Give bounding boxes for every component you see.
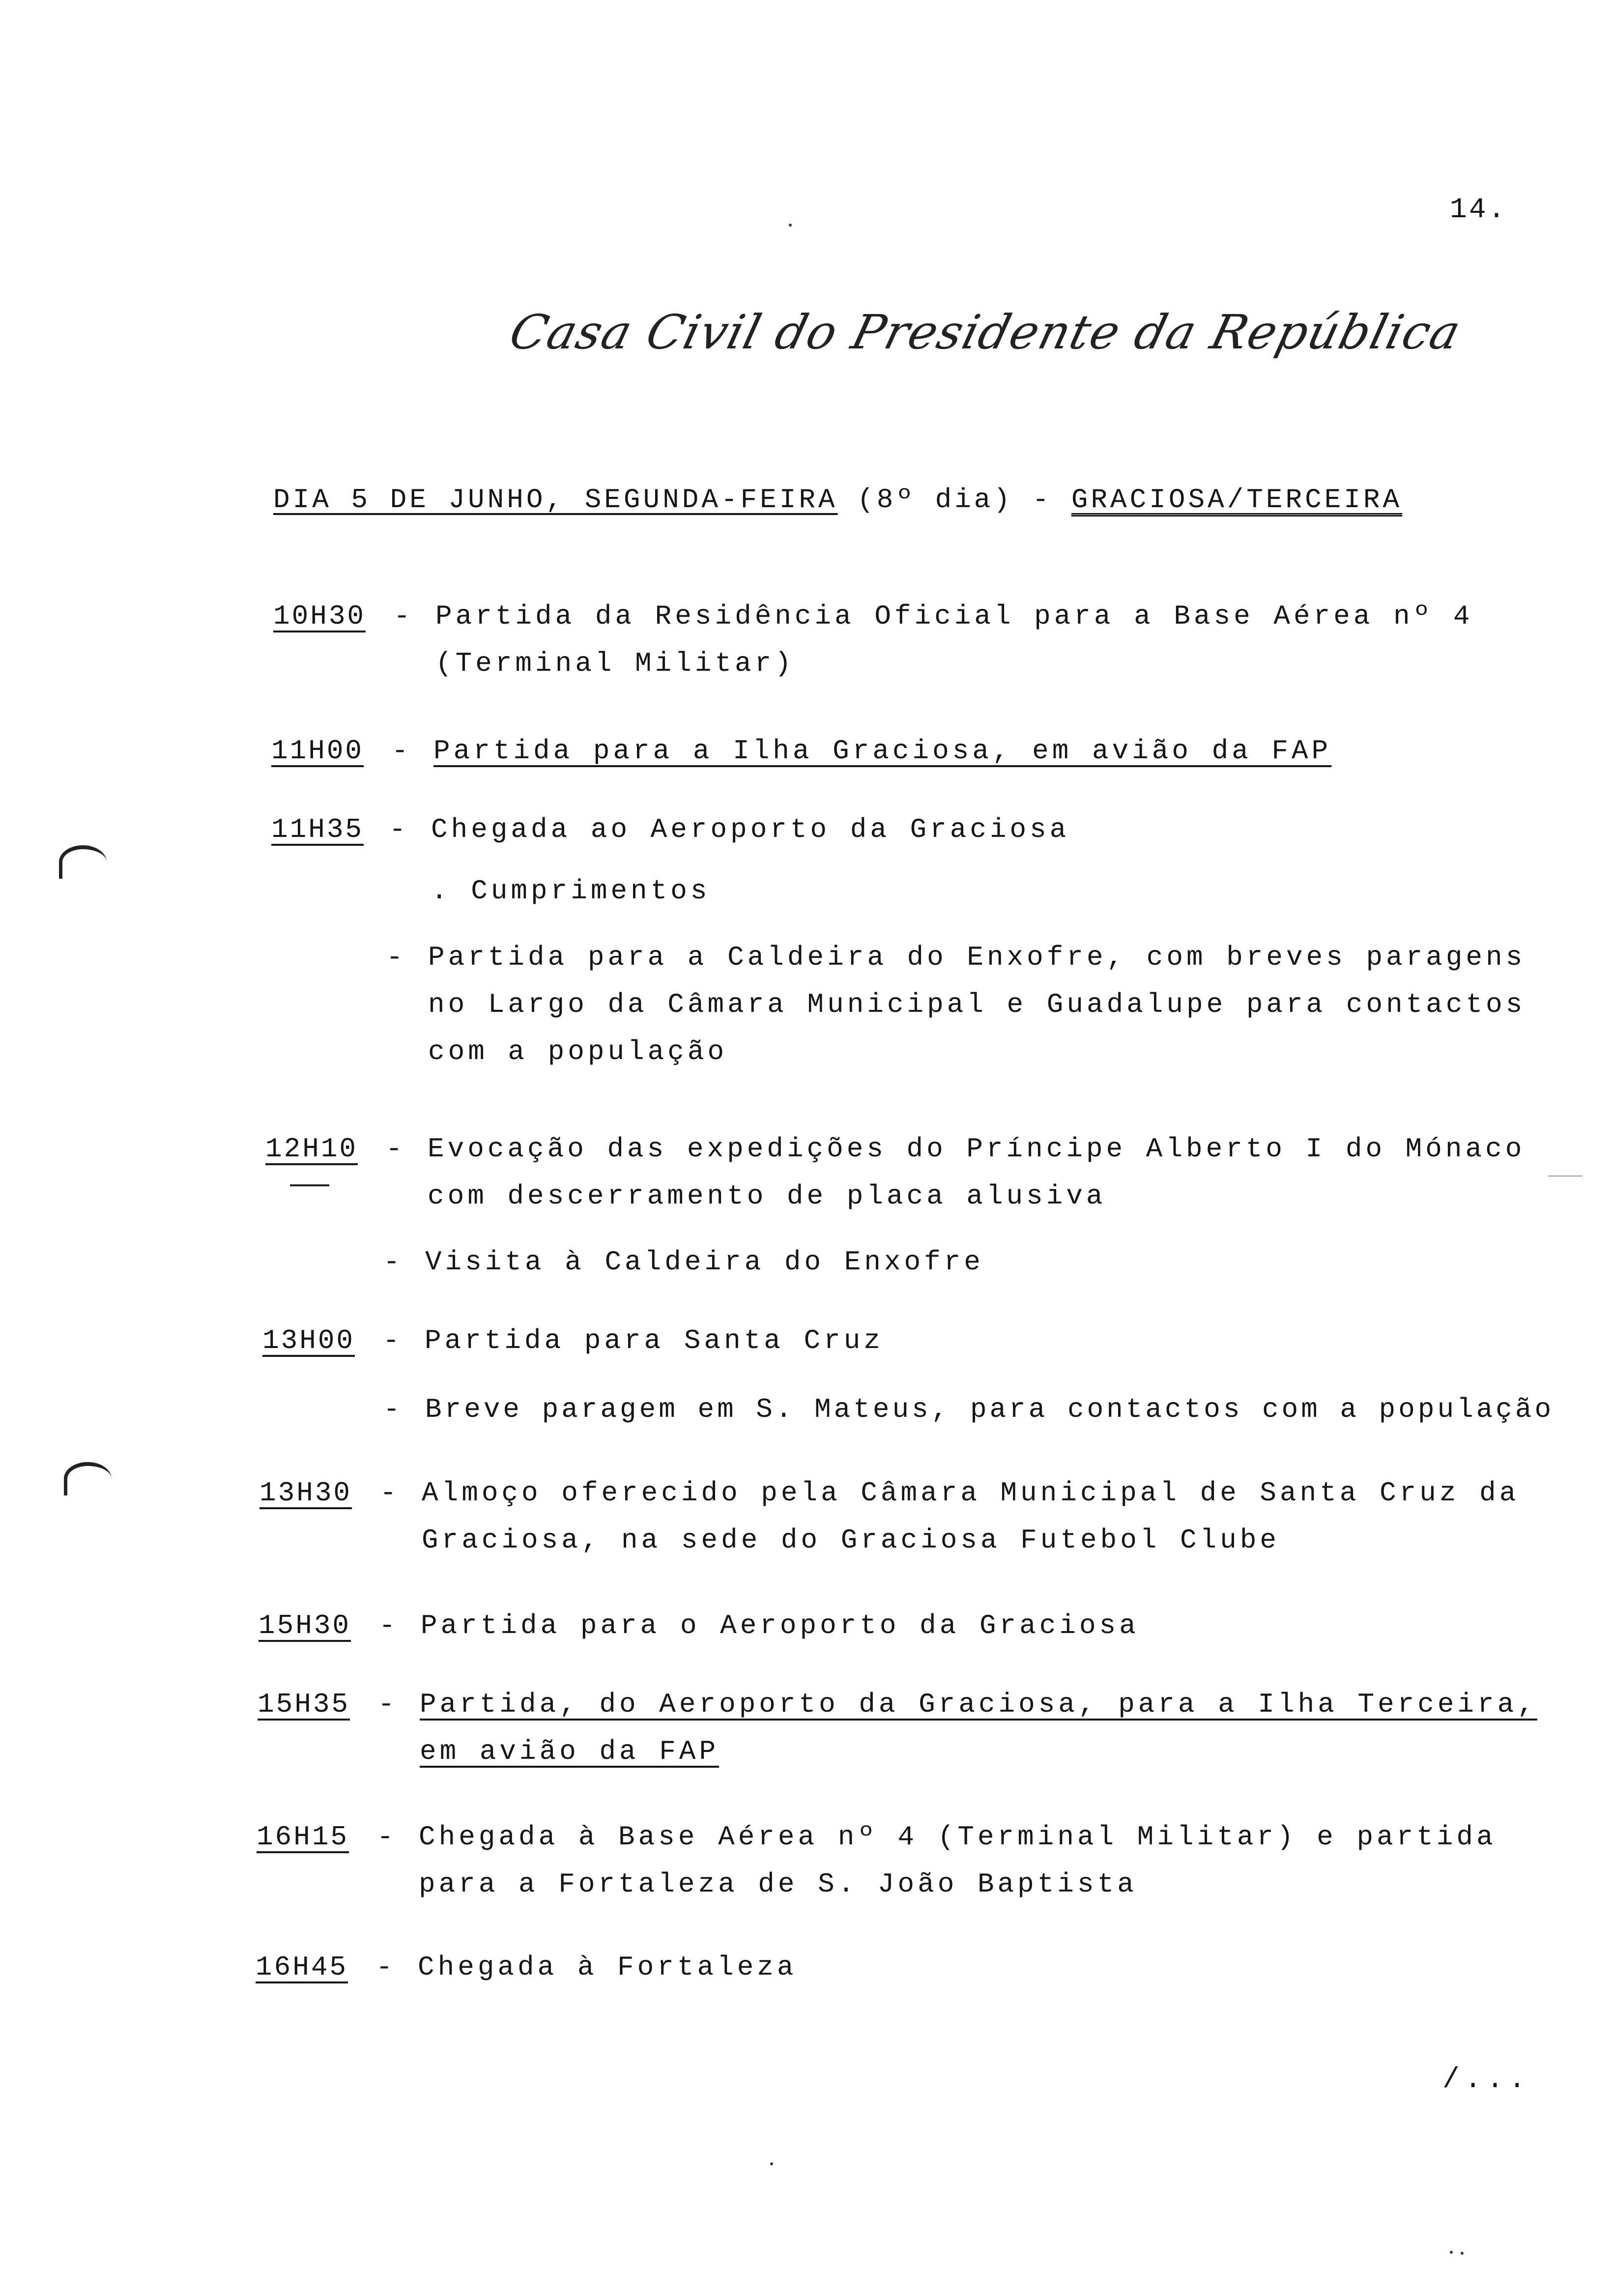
entry-line: Partida para o Aeroporto da Graciosa xyxy=(421,1610,1139,1641)
sub-item-dash: - xyxy=(383,1394,403,1425)
sub-item-text: Breve paragem em S. Mateus, para contactos com a população xyxy=(425,1394,1554,1425)
punch-hole-mark xyxy=(64,1462,112,1495)
speck xyxy=(789,224,792,227)
entry-line: Partida da Residência Oficial para a Base Aérea nº 4 xyxy=(435,601,1473,632)
heading-date: DIA 5 DE JUNHO, SEGUNDA-FEIRA xyxy=(273,484,838,516)
entry-dash: - xyxy=(378,1689,398,1720)
entry-line: para a Fortaleza de S. João Baptista xyxy=(419,1868,1137,1900)
speck xyxy=(1461,2252,1464,2255)
speck xyxy=(770,2162,773,2165)
entry-text xyxy=(435,593,1473,687)
sub-item-dash: - xyxy=(383,1246,403,1278)
sub-item-caldeira xyxy=(386,934,1526,1067)
stray-mark xyxy=(1548,1176,1583,1177)
sub-item-line: com a população xyxy=(428,1036,728,1067)
page-number: 14. xyxy=(1450,194,1507,226)
entry-line: Partida, do Aeroporto da Graciosa, para a Ilha Terceira, xyxy=(420,1689,1537,1720)
day-heading xyxy=(273,484,1402,516)
entry-line: em avião da FAP xyxy=(420,1736,720,1767)
entry-time: 11H35 xyxy=(271,814,364,845)
entry-time: 16H45 xyxy=(256,1952,348,1983)
entry-text xyxy=(428,1125,1525,1220)
entry-line: Evocação das expedições do Príncipe Alberto I do Mónaco xyxy=(428,1133,1526,1165)
sub-item-line: Partida para a Caldeira do Enxofre, com breves paragens xyxy=(428,942,1526,973)
entry-dash: - xyxy=(376,1952,396,1983)
punch-hole-mark xyxy=(59,845,107,879)
entry-dash: - xyxy=(380,1477,400,1509)
entry-time: 10H30 xyxy=(273,601,366,632)
entry-time: 12H10 xyxy=(265,1133,358,1165)
entry-text xyxy=(422,1469,1519,1564)
speck xyxy=(1450,2251,1453,2254)
sub-item-text xyxy=(428,934,1526,1075)
sub-item-text: Visita à Caldeira do Enxofre xyxy=(425,1246,984,1278)
entry-text xyxy=(431,806,1069,853)
entry-line: com descerramento de placa alusiva xyxy=(428,1180,1106,1212)
entry-time: 11H00 xyxy=(271,735,364,767)
entry-line: Partida para Santa Cruz xyxy=(425,1325,884,1356)
heading-place: GRACIOSA/TERCEIRA xyxy=(1071,484,1403,516)
entry-line: Chegada à Fortaleza xyxy=(418,1952,797,1983)
sub-item-s-mateus xyxy=(383,1386,1554,1433)
entry-line: Almoço oferecido pela Câmara Municipal de Santa Cruz da xyxy=(422,1477,1520,1509)
entry-dash: - xyxy=(383,1325,403,1356)
entry-time: 13H00 xyxy=(262,1325,355,1356)
entry-line: Chegada à Base Aérea nº 4 (Terminal Militar) e partida xyxy=(419,1821,1497,1853)
entry-line: Chegada ao Aeroporto da Graciosa xyxy=(431,814,1070,845)
entry-line: (Terminal Militar) xyxy=(435,648,795,679)
entry-dash: - xyxy=(392,735,412,767)
entry-dash: - xyxy=(377,1821,397,1853)
entry-text xyxy=(425,1317,884,1364)
entry-line: Graciosa, na sede do Graciosa Futebol Clube xyxy=(422,1524,1280,1556)
entry-text xyxy=(433,727,1331,775)
entry-dash: - xyxy=(389,814,409,845)
continuation-mark: /... xyxy=(1442,2064,1531,2096)
sub-item-dash: - xyxy=(386,942,406,973)
entry-text xyxy=(421,1602,1139,1649)
entry-time: 15H35 xyxy=(258,1689,350,1720)
entry-time: 16H15 xyxy=(257,1821,349,1853)
sub-item-line: no Largo da Câmara Municipal e Guadalupe para contactos xyxy=(428,989,1526,1020)
entry-text xyxy=(420,1681,1537,1775)
margin-mark xyxy=(290,1184,329,1186)
letterhead: Casa Civil do Presidente da República xyxy=(504,305,1467,360)
sub-item-visita xyxy=(383,1238,984,1286)
entry-dash: - xyxy=(379,1610,399,1641)
entry-dash: - xyxy=(394,601,414,632)
entry-time: 15H30 xyxy=(259,1610,351,1641)
entry-dash: - xyxy=(386,1133,406,1165)
sub-item-cumprimentos: . Cumprimentos xyxy=(431,875,711,907)
entry-text xyxy=(419,1813,1497,1908)
entry-line: Partida para a Ilha Graciosa, em avião da FAP xyxy=(433,735,1332,767)
heading-day: (8º dia) xyxy=(857,484,1013,516)
entry-text xyxy=(418,1944,797,1991)
heading-separator: - xyxy=(1032,484,1052,516)
entry-time: 13H30 xyxy=(259,1477,352,1509)
